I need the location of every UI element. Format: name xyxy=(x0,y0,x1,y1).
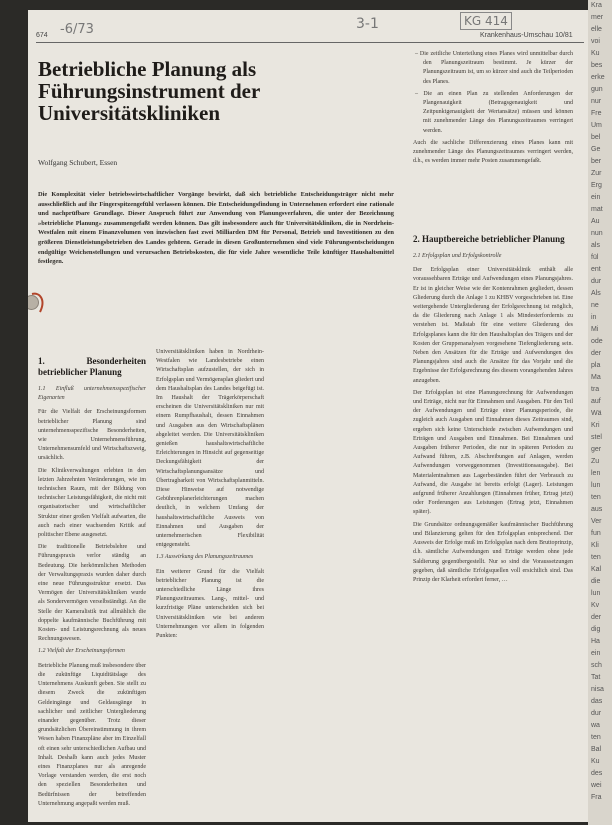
page-number: 674 xyxy=(36,32,48,39)
section-1-heading: 1. Besonderheiten betrieblicher Planung xyxy=(38,356,146,377)
article-abstract: Die Komplexität vieler betriebswirtschaftlicher Vorgänge bewirkt, daß sich betriebliche Entscheidungsträger nicht mehr ausschließlich auf ihr Fingerspitzengefühl verlassen können. Die Entscheidungsfindung in Unternehmen erfordert eine rationale und nachprüfbare Grundlage. Dieser Anspruch führt zur Anwendung von Planungsverfahren, die unter der Bezeichnung »betriebliche Planung« zusammengefaßt werden können. Das gilt insbesondere auch für Universitätskliniken, die in Nordrhein-Westfalen mit einem Finanzvolumen von inzwischen fast zwei Milliarden DM für Personal, Betrieb und Investitionen zu den größeren Dienstleistungsbetrieben des Landes gehören. Gerade in diesen Großunternehmen sind viele Führungsentscheidungen endgültige Weichenstellungen und verursachen Betriebskosten, die für viele Jahre wesentliche Teile künftiger Haushaltsmittel festlegen. xyxy=(38,191,394,266)
list-item: – Die an einen Plan zu stellenden Anforderungen der Plangenauigkeit (Betragsgenauigkeit und Zeitpunktgenauigkeit der Wertansätze) müssen und können mit zunehmender Länge des Planungszeitraumes verringert werden. xyxy=(415,90,573,134)
paragraph: Betriebliche Planung muß insbesondere über die zukünftige Liquiditätslage des Unternehmens Auskunft geben. Sie stellt zu diesem Zweck die zukünftigen Geldeingänge und Geldausgänge in sachlicher und zeitlicher Untergliederung einander gegenüber. Trotz dieser grundsätzlichen Übereinstimmung in ihrem Wesen haben Finanzpläne aber im Einzelfall oft einen sehr unterschiedlichen Aufbau und Inhalt. Deshalb kann auch jedes Muster eines Finanzplanes nur als anregende Vorlage verstanden werden, die erst noch den speziellen Besonderheiten und Bedürfnissen der betreffenden Unternehmung angepaßt werden muß. xyxy=(38,662,146,807)
subsection-1-3-heading: 1.3 Auswirkung des Planungszeitraumes xyxy=(156,554,254,561)
paragraph: Der Erfolgsplan ist eine Planungsrechnung für Aufwendungen und Erträge, nicht nur für Einnahmen und Ausgaben. Für den Teil der Aufwendungen und Erträge einer Planungsperiode, die zugleich auch Ausgaben und Einnahmen dieses Zeitraumes sind, ergeben sich keine Unterschiede zwischen Aufwendungen und Erträgen und Ausgaben und Einnahmen. Bei Einnahmen und Ausgaben früherer Perioden, die nur in späteren Perioden zu Aufwand führen, z.B. Abschreibungen auf Anlagen, werden Aufwendungen vorweggenommen (Investitionsausgabe). Bei Materialentnahmen aus Lagerbeständen führt der Verbrauch zu Aufwand, die Ausgabe ist bereits erfolgt (Lager). Leistungen aufgrund früherer Anzahlungen (Einnahmen früher, Ertrag jetzt) oder Forderungen aus Leistungen (Ertrag jetzt, Einnahmen später). xyxy=(413,389,573,516)
section-2-heading: 2. Hauptbereiche betrieblicher Planung xyxy=(413,234,565,244)
paragraph: Die traditionelle Betriebslehre und Führungspraxis verlor ständig an Bedeutung. Die herkömmlichen Methoden der Verwaltungspraxis wurden daher durch eine neue Führungsstruktur ersetzt. Das Vermögen der Universitätskliniken wurde als Sondervermögen verselbständigt. An die Stelle der Kameralistik trat allmählich die doppelte kaufmännische Buchführung mit Kosten- und Leistungsrechnung als neues Rechnungswesen. xyxy=(38,544,146,643)
handwritten-stamp: KG 414 xyxy=(460,12,512,30)
staple-mark xyxy=(28,290,52,318)
handwritten-note-mid: 3-1 xyxy=(356,16,379,32)
paragraph: Die Klinikverwaltungen erlebten in den letzten Jahrzehnten Veränderungen, wie im technischen Raum, mit der Bildung von technischer Leistungsfähigkeit, die nicht mit organisatorischer und wirtschaftlicher Struktur einer großen Vielfalt aufwarten, die auch nach einer wachsenden Kritik auf politischer Ebene ausgesetzt. xyxy=(38,467,146,539)
article-title: Betriebliche Planung als Führungsinstrument der Universitätskliniken xyxy=(38,57,260,125)
column-right-top xyxy=(413,50,573,169)
paragraph: Für die Vielfalt der Erscheinungsformen betrieblicher Planung sind unternehmensspezifische Besonderheiten, wie Unternehmensführung, Unternehmensumfeld und Wirtschaftszweig, ursächlich. xyxy=(38,409,146,462)
list-item: – Die zeitliche Unterteilung eines Planes wird unmittelbar durch den Planungszeitraum bestimmt. Je kürzer der Planungszeitraum ist, um so kürzer sind auch die Teilperioden des Planes. xyxy=(415,51,573,85)
column-middle xyxy=(156,348,264,644)
header-rule xyxy=(36,42,584,43)
paragraph: Auch die sachliche Differenzierung eines Planes kann mit zunehmender Länge des Planungszeitraumes verringert werden, d.h., es werden immer mehr Posten zusammengefaßt. xyxy=(413,139,573,165)
subsection-1-2-heading: 1.2 Vielfalt der Erscheinungsformen xyxy=(38,648,125,655)
subsection-2-1-heading: 2.1 Erfolgsplan und Erfolgskontrolle xyxy=(413,253,502,259)
handwritten-note-left: -6/73 xyxy=(60,22,94,37)
column-right xyxy=(413,228,573,588)
paragraph: Ein weiterer Grund für die Vielfalt betrieblicher Planung ist die unterschiedliche Länge ihres Planungszeitraumes. Lang-, mittel- und kurzfristige Pläne unterscheiden sich bei Universitätskliniken wie bei anderen Unternehmungen vor allem in folgenden Punkten: xyxy=(156,568,264,640)
scanned-page xyxy=(28,10,588,822)
paragraph: Die Grundsätze ordnungsgemäßer kaufmännischer Buchführung und Bilanzierung gelten für den Erfolgsplan entsprechend. Der Ausweis der Erfolge muß im Erfolgsplan nach dem Bruttoprinzip, d.h. sämtliche Aufwendungen und Erträge werden ohne jede Saldierung gegenübergestellt. Nur so sind die Voraussetzungen gegeben, daß sämtliche Erfolgsquellen voll ersichtlich sind. Das Prinzip der Klarheit erfordert ferner, … xyxy=(413,521,573,583)
column-left xyxy=(38,350,146,812)
journal-header: Krankenhaus-Umschau 10/81 xyxy=(480,32,573,39)
article-author: Wolfgang Schubert, Essen xyxy=(38,158,118,167)
paragraph: Universitätskliniken haben in Nordrhein-Westfalen wie Landesbetriebe einen Wirtschaftsplan aufzustellen, der sich in Erfolgsplan und Vermögensplan gliedert und dem Haushaltsplan des Landes beigefügt ist. Im Haushalt der Trägerkörperschaft erscheinen die Universitätskliniken nur mit einem Rumpfhaushalt, dessen Einnahmen und Ausgaben aus den Wirtschaftsplänen abgeleitet werden. Die Universitätskliniken genießen haushaltswirtschaftliche Erleichterungen in Hinsicht auf gegenseitige Deckungsfähigkeit der Wirtschaftsplanungsansätze und Übertragbarkeit von Wirtschaftsplanmitteln. Diese Hinweise auf notwendige Gebührenplanerleichterungen machen deutlich, in welchem Umfang der haushaltswirtschaftliche Ausweis von Einnahmen und Ausgaben der unternehmerischen Flexibilität entgegensteht. xyxy=(156,349,264,549)
subsection-1-1-heading: 1.1 Einfluß unternehmensspezifischer Eigenarten xyxy=(38,386,146,402)
paragraph: Der Erfolgsplan einer Universitätsklinik enthält alle voraussehbaren Erträge und Aufwendungen eines Planungsjahres. Er ist in gleicher Weise wie der Kontenrahmen gegliedert, dessen Gliederung durch die Anlage 1 zu KHBV vorgeschrieben ist. Eine weitergehende Untergliederung der Erfolgsrechnung ist möglich, da die Gliederung nach Anlage 1 als Mindesterfordernis zu verstehen ist. Maßstab für eine weitere Gliederung des Erfolgsplanes kann die für den Haushaltsplan des Trägers und der Kosten der Gruppenanalysen vorgesehene Tiefengliederung sein. Neben den Ansätzen für die Erträge und Aufwendungen des Planungsjahres sind auch die Ansätze für das Vorjahr und die Ergebnisse der Erfolgsrechnung des diesem vorangehenden Jahres anzugeben. xyxy=(413,267,573,384)
adjacent-page-edge: Kra mer elle voi Ku bes erke gun nur Fre Um bel Ge ber Zur Erg ein mat Au nun als fül ent dur Als ne in Mi ode der pla Ma tra auf Wä Kri stel ger Zu len lun ten aus Ver fun Kli ten Kal die lun Kv der dig Ha ein sch Tat nisa das dur wa ten Bal Ku des wei Fra xyxy=(588,0,612,825)
